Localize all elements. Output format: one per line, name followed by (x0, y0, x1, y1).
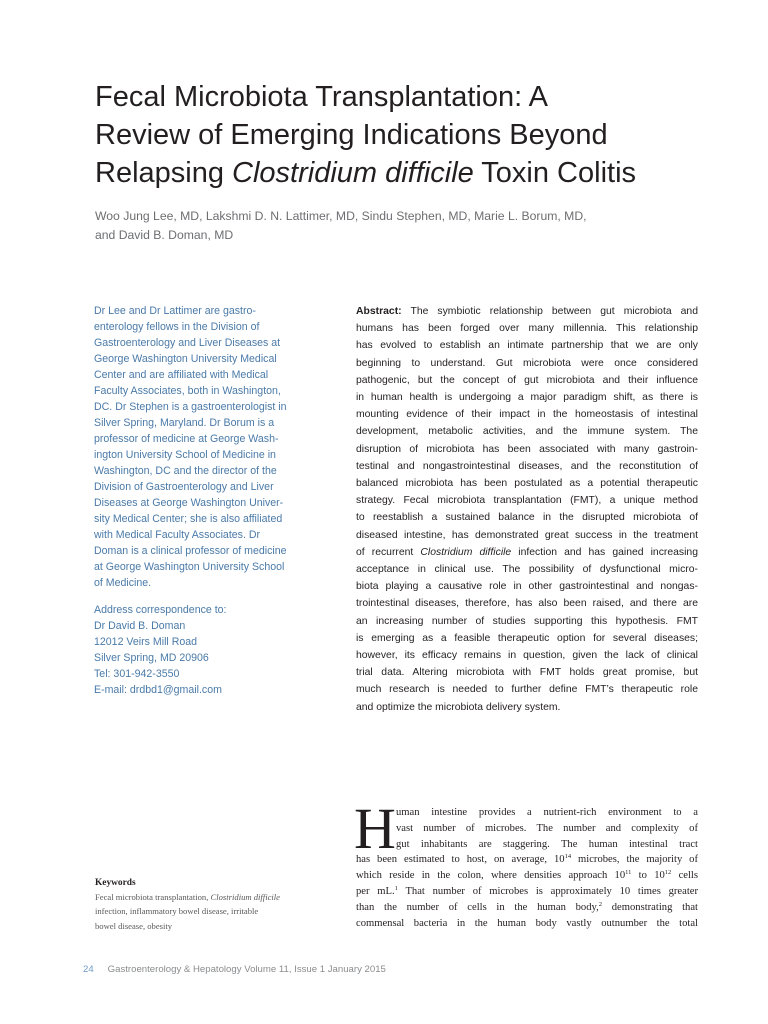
affiliation-line: Silver Spring, Maryland. Dr Borum is a (94, 417, 275, 429)
authors-line-1: Woo Jung Lee, MD, Lakshmi D. N. Lattimer, MD, Sindu Stephen, MD, Marie L. Borum, MD, (95, 209, 587, 223)
abstract-line: trial data. Altering microbiota with FMT holds great promise, but (356, 667, 698, 679)
address-line: 12012 Veirs Mill Road (94, 636, 198, 648)
affiliation-line: at George Washington University School (94, 561, 285, 573)
affiliation-line: professor of medicine at George Wash- (94, 433, 279, 445)
abstract-line-14-italic: Clostridium difficile (420, 546, 512, 558)
affiliation-line: ington University School of Medicine in (94, 449, 276, 461)
keywords-line-1-italic: Clostridium difficile (210, 892, 280, 902)
affiliation-line: with Medical Faculty Associates. Dr (94, 529, 261, 541)
abstract-line: pathogenic, but the concept of gut microbiota and their influence (356, 374, 698, 386)
affiliation-line: sity Medical Center; she is also affiliated (94, 513, 283, 525)
body-text-segment: has been estimated to host, on average, 10 (356, 854, 565, 866)
title-line-3-post: Toxin Colitis (473, 157, 637, 189)
title-line-2: Review of Emerging Indications Beyond (95, 119, 608, 151)
affiliation-line: Doman is a clinical professor of medicine (94, 545, 287, 557)
abstract-line: mounting evidence of their impact in the homeostasis of intestinal (356, 409, 698, 421)
body-text-segment: per mL. (356, 885, 395, 897)
affiliation-line: Center and are affiliated with Medical (94, 369, 269, 381)
affiliation-line: George Washington University Medical (94, 353, 277, 365)
superscript: 12 (664, 869, 672, 877)
body-text-segment: which reside in the colon, where densities approach 10 (356, 870, 626, 882)
abstract-line: beginning to understand. Gut microbiota were once considered (356, 357, 698, 369)
abstract (356, 303, 698, 716)
keywords-heading: Keywords (95, 878, 136, 888)
keywords-block (95, 876, 325, 933)
abstract-line: biota playing a causative role in other gastrointestinal and nongas- (356, 581, 698, 593)
body-line (356, 900, 698, 916)
title-line-3-italic: Clostridium difficile (232, 157, 474, 189)
abstract-line: balanced microbiota has been postulated as a potential therapeutic (356, 478, 698, 490)
body-text (356, 805, 698, 931)
drop-cap: H (354, 796, 396, 861)
correspondence-address (94, 602, 314, 698)
body-text-segment: That number of microbes is approximately 10 times greater (397, 885, 698, 897)
abstract-label: Abstract: (356, 306, 402, 317)
affiliation-line: enterology fellows in the Division of (94, 321, 260, 333)
page-footer (83, 964, 386, 975)
page-number: 24 (83, 964, 94, 975)
abstract-line (356, 544, 698, 561)
body-text-segment: microbes, the majority of (571, 854, 699, 866)
abstract-line: diseased intestine, has demonstrated great success in the treatment (356, 529, 698, 541)
body-text-segment: than the number of cells in the human body, (356, 901, 599, 913)
abstract-line: disruption of microbiota has been associated with many gastroin- (356, 443, 698, 455)
abstract-line: trointestinal diseases, therefore, has also been raised, and there are (356, 598, 698, 610)
affiliation-line: Faculty Associates, both in Washington, (94, 385, 281, 397)
address-line: Tel: 301-942-3550 (94, 668, 180, 680)
body-text-segment: to 10 (631, 870, 665, 882)
abstract-line: testinal and nongastrointestinal diseases, and the reconstitution of (356, 460, 698, 472)
affiliation-line: Gastroenterology and Liver Diseases at (94, 337, 281, 349)
abstract-line: much research is needed to further define FMT’s therapeutic role (356, 684, 698, 696)
body-line (356, 852, 698, 868)
abstract-line (356, 303, 698, 320)
keywords-list (95, 890, 325, 933)
affiliation-line: Washington, DC and the director of the (94, 465, 277, 477)
affiliation-line: DC. Dr Stephen is a gastroenterologist in (94, 401, 287, 413)
journal-citation: Gastroenterology & Hepatology Volume 11, Issue 1 January 2015 (107, 964, 386, 975)
superscript: 14 (564, 853, 572, 861)
address-line: Dr David B. Doman (94, 620, 186, 632)
affiliation-line: Diseases at George Washington Univer- (94, 497, 284, 509)
body-line: uman intestine provides a nutrient-rich environment to a (396, 807, 698, 818)
keywords-line (95, 890, 325, 904)
citation-superscript: 1 (394, 884, 398, 892)
author-list (95, 207, 715, 244)
abstract-line: development, metabolic activities, and the immune system. The (356, 426, 698, 438)
author-affiliations (94, 303, 314, 591)
abstract-first-line: The symbiotic relationship between gut microbiota and (401, 306, 698, 317)
abstract-line: humans has been forged over many millennia. This relationship (356, 323, 698, 335)
affiliation-line: Dr Lee and Dr Lattimer are gastro- (94, 305, 256, 317)
keywords-line-1-pre: Fecal microbiota transplantation, (95, 892, 211, 902)
abstract-line-14-post: infection and has gained increasing (511, 546, 698, 558)
body-line: gut inhabitants are staggering. The human intestinal tract (396, 838, 698, 850)
body-line: vast number of microbes. The number and complexity of (396, 822, 698, 834)
affiliation-line: Division of Gastroenterology and Liver (94, 481, 274, 493)
keywords-line: infection, inflammatory bowel disease, irritable (95, 906, 259, 917)
title-line-3 (95, 154, 735, 192)
address-line: Silver Spring, MD 20906 (94, 652, 209, 664)
body-text-segment: cells (671, 870, 698, 882)
keywords-line: bowel disease, obesity (95, 920, 173, 931)
abstract-line: and optimize the microbiota delivery system. (356, 701, 561, 713)
citation-superscript: 2 (598, 900, 603, 908)
body-line (356, 884, 698, 900)
authors-line-2: and David B. Doman, MD (95, 227, 234, 242)
abstract-line: in human health is undergoing a major paradigm shift, as there is (356, 392, 698, 404)
email-address: E-mail: drdbd1@gmail.com (94, 684, 222, 696)
superscript: 11 (625, 869, 632, 877)
abstract-line: is emerging as a feasible therapeutic option for several diseases; (356, 632, 698, 644)
title-line-3-pre: Relapsing (95, 157, 233, 189)
body-line (356, 868, 698, 884)
abstract-line-14-pre: of recurrent (356, 546, 421, 558)
abstract-line: strategy. Fecal microbiota transplantation (FMT), a unique method (356, 495, 698, 507)
body-text-segment: demonstrating that (602, 901, 698, 913)
abstract-line: acceptance in clinical use. The possibility of dysfunctional micro- (356, 564, 698, 576)
body-line: commensal bacteria in the human body vastly outnumber the total (356, 917, 698, 929)
affiliation-line: of Medicine. (94, 577, 152, 589)
address-line: Address correspondence to: (94, 604, 227, 616)
abstract-line: has evolved to establish an intimate partnership that we are only (356, 340, 698, 352)
abstract-line: to reestablish a sustained balance in the disrupted microbiota of (356, 512, 698, 524)
abstract-line: however, its efficacy remains in question, given the lack of clinical (356, 650, 698, 662)
title-line-1: Fecal Microbiota Transplantation: A (95, 81, 548, 113)
article-title (95, 78, 735, 192)
abstract-line: an increasing number of studies supporting this hypothesis. FMT (356, 615, 698, 627)
